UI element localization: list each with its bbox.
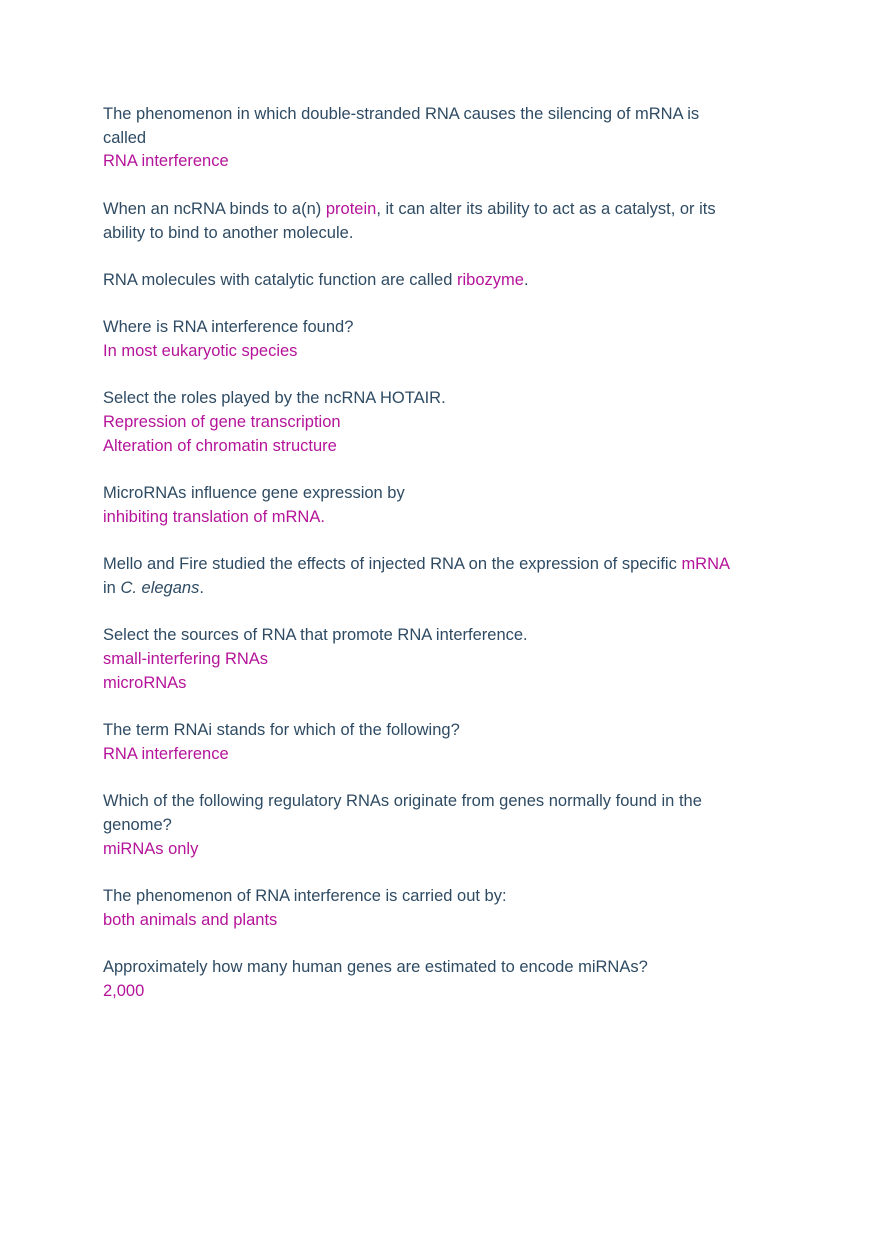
- qa-item-6: [103, 482, 775, 529]
- question-text: ability to bind to another molecule.: [103, 223, 354, 242]
- qa-item-2: [103, 198, 775, 245]
- question-text: The term RNAi stands for which of the following?: [103, 721, 460, 740]
- question-text: .: [523, 270, 529, 289]
- question-line: [103, 198, 775, 222]
- answer-text: RNA interference: [103, 744, 229, 763]
- question-text: Which of the following regulatory RNAs originate from genes normally found in the: [103, 792, 702, 811]
- qa-item-5: [103, 387, 775, 458]
- document-page: [103, 103, 775, 1027]
- question-line: [103, 553, 775, 577]
- question-line: [103, 269, 775, 293]
- answer-text: miRNAs only: [103, 839, 199, 858]
- question-text: Approximately how many human genes are estimated to encode miRNAs?: [103, 958, 648, 977]
- qa-item-7: [103, 553, 775, 600]
- question-text: The phenomenon of RNA interference is carried out by:: [103, 887, 507, 906]
- question-text: Mello and Fire studied the effects of injected RNA on the expression of specific: [103, 555, 682, 574]
- qa-item-4: [103, 316, 775, 363]
- question-text: The phenomenon in which double-stranded RNA causes the silencing of mRNA is: [103, 105, 700, 123]
- qa-item-1: [103, 103, 775, 174]
- answer-text: both animals and plants: [103, 910, 278, 929]
- question-text: , it can alter its ability to act as a catalyst, or its: [376, 199, 716, 218]
- qa-item-8: [103, 624, 775, 695]
- qa-item-3: [103, 269, 775, 293]
- qa-item-12: [103, 956, 775, 1003]
- answer-text: mRNA: [681, 555, 731, 574]
- question-text: Select the roles played by the ncRNA HOTAIR.: [103, 389, 446, 408]
- qa-item-11: [103, 885, 775, 932]
- question-text: Where is RNA interference found?: [103, 318, 354, 337]
- answer-text: In most eukaryotic species: [103, 341, 298, 360]
- answer-text: ribozyme: [457, 270, 524, 289]
- question-text: When an ncRNA binds to a(n): [103, 199, 326, 218]
- qa-item-9: [103, 719, 775, 766]
- question-text: .: [199, 578, 204, 597]
- question-text: called: [103, 128, 147, 147]
- answer-text: 2,000: [103, 981, 145, 1000]
- question-text: Select the sources of RNA that promote RNA interference.: [103, 626, 528, 645]
- answer-text: inhibiting translation of mRNA.: [103, 507, 325, 526]
- qa-item-10: [103, 790, 775, 861]
- answer-text: small-interfering RNAs: [103, 650, 269, 669]
- answer-text: Alteration of chromatin structure: [103, 436, 337, 455]
- question-text: RNA molecules with catalytic function are called: [103, 270, 457, 289]
- answer-text: Repression of gene transcription: [103, 413, 341, 432]
- question-text: genome?: [103, 815, 172, 834]
- answer-text: RNA interference: [103, 152, 229, 171]
- question-text: MicroRNAs influence gene expression by: [103, 484, 405, 503]
- question-line: [103, 577, 775, 601]
- answer-text: microRNAs: [103, 673, 187, 692]
- answer-text: protein: [325, 199, 377, 218]
- question-text: in: [103, 578, 121, 597]
- species-name: C. elegans: [120, 578, 200, 597]
